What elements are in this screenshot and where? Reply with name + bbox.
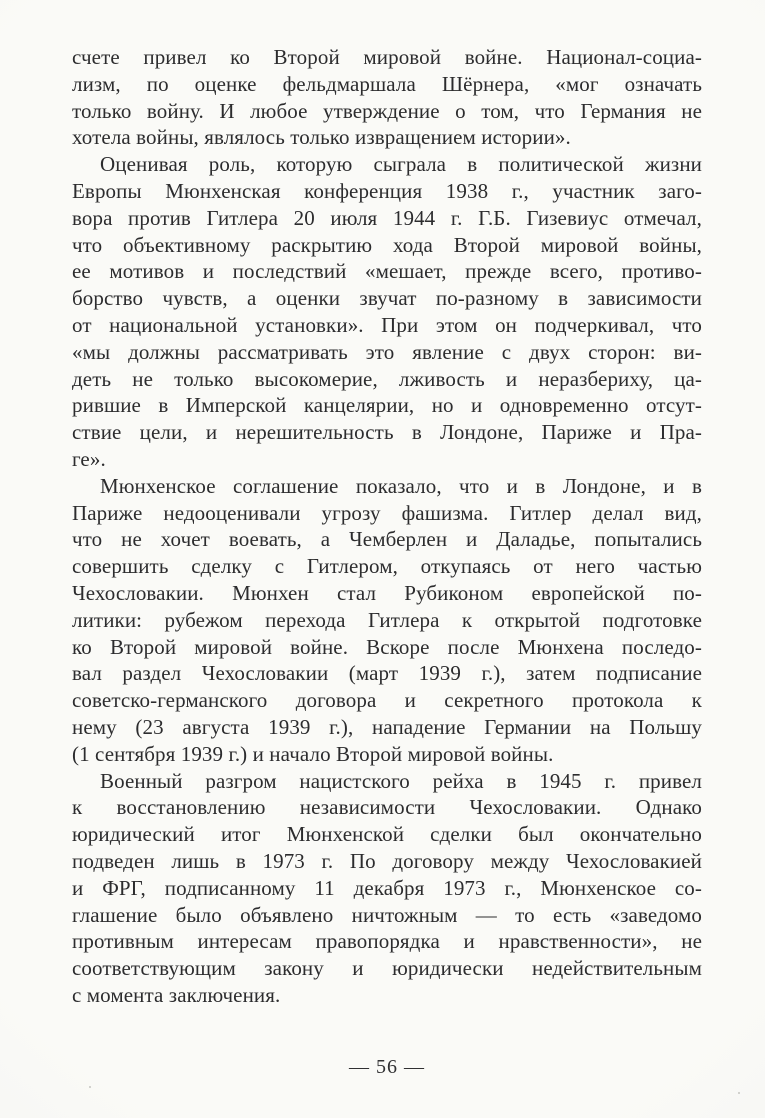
text-line: Чехословакии. Мюнхен стал Рубиконом европейской по- bbox=[72, 580, 702, 605]
text-line: глашение было объявлено ничтожным — то есть «заведомо bbox=[72, 902, 702, 927]
text-line: (1 сентября 1939 г.) и начало Второй мировой войны. bbox=[72, 741, 554, 766]
text-line: что объективному раскрытию хода Второй мировой войны, bbox=[72, 232, 702, 257]
text-line: Мюнхенское соглашение показало, что и в Лондоне, и в bbox=[100, 473, 702, 498]
text-line: деть не только высокомерие, лживость и неразбериху, ца- bbox=[72, 366, 702, 391]
text-line: вора против Гитлера 20 июля 1944 г. Г.Б. Гизевиус отмечал, bbox=[72, 205, 702, 230]
text-line: Париже недооценивали угрозу фашизма. Гитлер делал вид, bbox=[72, 500, 702, 525]
text-line: соответствующим закону и юридически недействительным bbox=[72, 956, 702, 981]
text-line: ствие цели, и нерешительность в Лондоне, Париже и Пра- bbox=[72, 420, 702, 445]
scan-speckle bbox=[738, 1092, 740, 1094]
text-line: борство чувств, а оценки звучат по-разному в зависимости bbox=[72, 286, 702, 311]
text-line: противным интересам правопорядка и нравственности», не bbox=[72, 929, 702, 954]
paragraph bbox=[72, 768, 702, 1009]
text-line: счете привел ко Второй мировой войне. Национал-социа- bbox=[72, 45, 702, 69]
text-line: литики: рубежом перехода Гитлера к открытой подготовке bbox=[72, 607, 702, 632]
text-line: только войну. И любое утверждение о том, что Германия не bbox=[72, 98, 702, 123]
text-line: совершить сделку с Гитлером, откупаясь от него частью bbox=[72, 554, 702, 579]
text-line: Военный разгром нацистского рейха в 1945 г. привел bbox=[100, 768, 702, 793]
text-line: и ФРГ, подписанному 11 декабря 1973 г., Мюнхенское со- bbox=[72, 875, 702, 900]
text-line: ее мотивов и последствий «мешает, прежде всего, противо- bbox=[72, 259, 702, 284]
text-line: Европы Мюнхенская конференция 1938 г., участник заго- bbox=[72, 178, 702, 203]
text-line: с момента заключения. bbox=[72, 982, 281, 1007]
text-line: лизм, по оценке фельдмаршала Шёрнера, «мог означать bbox=[72, 71, 702, 96]
text-line: ге». bbox=[72, 446, 106, 471]
text-line: рившие в Имперской канцелярии, но и одновременно отсут- bbox=[72, 393, 702, 418]
text-line: хотела войны, являлось только извращением истории». bbox=[72, 125, 571, 150]
text-line: Оценивая роль, которую сыграла в политической жизни bbox=[100, 152, 702, 177]
text-line: к восстановлению независимости Чехословакии. Однако bbox=[72, 795, 702, 820]
text-line: ко Второй мировой войне. Вскоре после Мюнхена последо- bbox=[72, 634, 702, 659]
text-line: что не хочет воевать, а Чемберлен и Даладье, попытались bbox=[72, 527, 702, 552]
text-line: нему (23 августа 1939 г.), нападение Германии на Польшу bbox=[72, 714, 702, 739]
paragraph bbox=[72, 151, 702, 473]
text-line: юридический итог Мюнхенской сделки был окончательно bbox=[72, 822, 702, 847]
text-line: подведен лишь в 1973 г. По договору между Чехословакией bbox=[72, 848, 702, 873]
paragraph bbox=[72, 44, 702, 151]
text-line: вал раздел Чехословакии (март 1939 г.), затем подписание bbox=[72, 661, 702, 686]
scan-speckle bbox=[89, 1086, 91, 1088]
text-line: советско-германского договора и секретного протокола к bbox=[72, 688, 702, 713]
paragraph bbox=[72, 473, 702, 768]
text-line: от национальной установки». При этом он подчеркивал, что bbox=[72, 312, 702, 337]
text-line: «мы должны рассматривать это явление с двух сторон: ви- bbox=[72, 339, 702, 364]
page-number-footer: — 56 — bbox=[349, 1056, 425, 1078]
text-block bbox=[72, 44, 702, 1009]
